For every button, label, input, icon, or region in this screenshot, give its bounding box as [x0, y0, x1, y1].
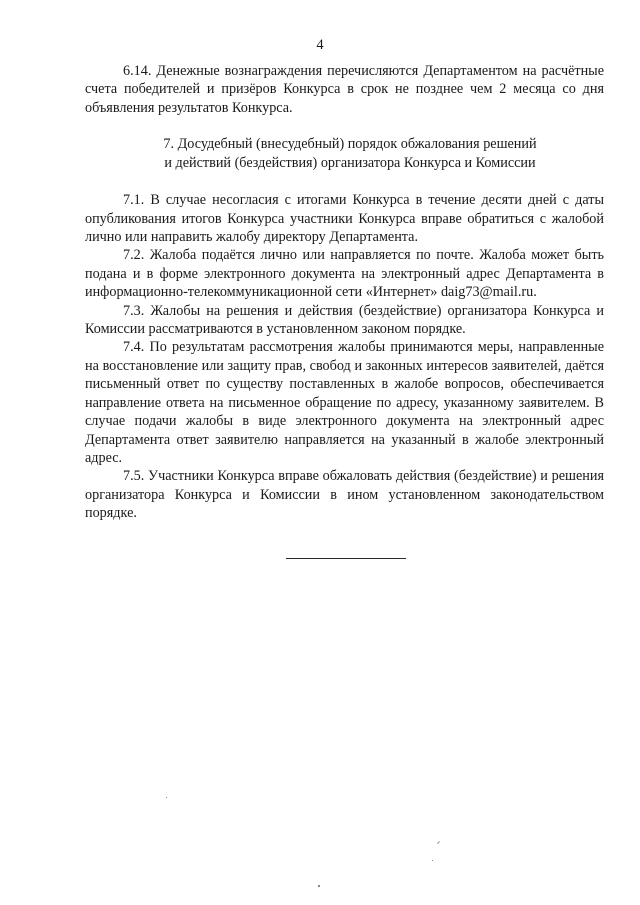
end-of-text-rule: [286, 558, 406, 559]
section-7-heading-line-1: 7. Досудебный (внесудебный) порядок обжалования решений: [163, 136, 537, 153]
document-body: [85, 62, 604, 523]
scan-speck: [432, 860, 433, 861]
paragraph-7-1: 7.1. В случае несогласия с итогами Конкурса в течение десяти дней с даты опубликования итогов Конкурса участники Конкурса вправе обратиться с жалобой лично или направить жалобу директору Департамента.: [85, 192, 604, 246]
scan-speck: [318, 885, 320, 887]
paragraph-7-4: 7.4. По результатам рассмотрения жалобы принимаются меры, направленные на восстановление или защиту прав, свобод и законных интересов заявителей, даётся письменный ответ по существу поставленных в жалобе вопросов, обеспечивается направление ответа на письменное обращение по адресу, указанному заявителем. В случае подачи жалобы в виде электронного документа на электронный адрес Департамента ответ заявителю направляется на указанный в жалобе электронный адрес.: [85, 339, 604, 466]
paragraph-7-3: 7.3. Жалобы на решения и действия (бездействие) организатора Конкурса и Комиссии рассматриваются в установленном законом порядке.: [85, 302, 604, 338]
paragraph-7-5: 7.5. Участники Конкурса вправе обжаловать действия (бездействие) и решения организатора Конкурса и Комиссии в ином установленном законодательством порядке.: [85, 468, 604, 522]
scan-speck: [437, 841, 440, 844]
section-7-heading: [145, 135, 555, 173]
page-number: 4: [316, 37, 324, 53]
section-7-heading-line-2: и действий (бездействия) организатора Конкурса и Комиссии: [164, 155, 536, 172]
scan-speck: [166, 797, 167, 798]
paragraph-7-2: 7.2. Жалоба подаётся лично или направляется по почте. Жалоба может быть подана и в форме электронного документа на электронный адрес Департамента в информационно-телекоммуникационной сети «Интернет» daig73@mail.ru.: [85, 247, 604, 301]
paragraph-6-14: 6.14. Денежные вознаграждения перечисляются Департаментом на расчётные счета победителей и призёров Конкурса в срок не позднее чем 2 месяца со дня объявления результатов Конкурса.: [85, 63, 604, 116]
